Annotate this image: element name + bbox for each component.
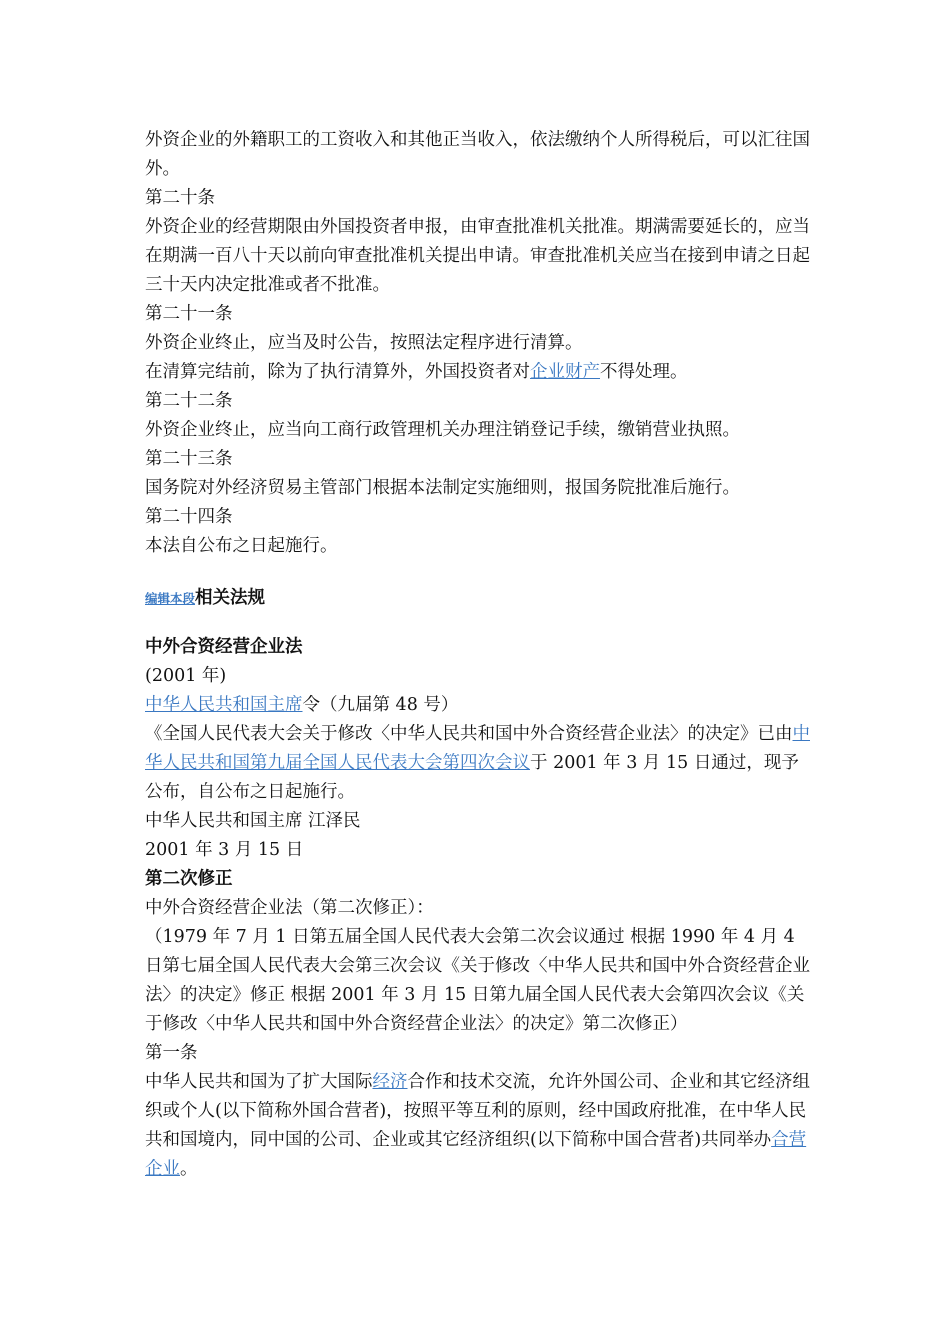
text-run: 令（九届第 48 号） <box>302 695 459 715</box>
related-laws-heading: 相关法规 <box>195 588 266 608</box>
article-24-title: 第二十四条 <box>145 507 233 527</box>
article-21-text-2 <box>145 358 815 387</box>
paragraph: 外资企业的外籍职工的工资收入和其他正当收入，依法缴纳个人所得税后，可以汇往国外。 <box>145 130 810 179</box>
article-24-text: 本法自公布之日起施行。 <box>145 536 338 556</box>
article-22-title: 第二十二条 <box>145 391 233 411</box>
article-20-text: 外资企业的经营期限由外国投资者申报，由审查批准机关批准。期满需要延长的，应当在期满一百八十天以前向审查批准机关提出申请。审查批准机关应当在接到申请之日起三十天内决定批准或者不批准。 <box>145 217 810 295</box>
joint-venture-link[interactable]: 合营企业 <box>145 1130 807 1179</box>
revision-history: （1979 年 7 月 1 日第五届全国人民代表大会第二次会议通过 根据 1990 年 4 月 4 日第七届全国人民代表大会第三次会议《关于修改〈中华人民共和国中外合资经营企业法〉的决定》修正 根据 2001 年 3 月 15 日第九届全国人民代表大会第四次会议《关于修改〈中华人民共和国中外合资经营企业法〉的决定》第二次修正） <box>145 927 810 1034</box>
second-revision-heading: 第二次修正 <box>145 869 233 889</box>
decision-paragraph <box>145 720 815 807</box>
edit-section-link[interactable]: 编辑本段 <box>145 591 196 606</box>
economy-link[interactable]: 经济 <box>372 1072 408 1092</box>
npc-session-link[interactable]: 中华人民共和国第九届全国人民代表大会第四次会议 <box>145 724 810 773</box>
article-21-text-1: 外资企业终止，应当及时公告，按照法定程序进行清算。 <box>145 333 583 353</box>
presidential-order <box>145 691 815 720</box>
article-21-title: 第二十一条 <box>145 304 233 324</box>
document-content <box>145 126 815 1184</box>
article-1-text <box>145 1068 815 1184</box>
text-run: 合作和技术交流，允许外国公司、企业和其它经济组织或个人(以下简称外国合营者)，按照平等互利的原则，经中国政府批准，在中华人民共和国境内，同中国的公司、企业或其它经济组织(以下简称中国合营者)共同举办 <box>145 1072 810 1150</box>
enterprise-property-link[interactable]: 企业财产 <box>530 362 600 382</box>
text-run: 中华人民共和国为了扩大国际 <box>145 1072 373 1092</box>
text-run: 不得处理。 <box>600 362 688 382</box>
signer: 中华人民共和国主席 江泽民 <box>145 811 361 831</box>
article-20-title: 第二十条 <box>145 188 215 208</box>
article-1-title: 第一条 <box>145 1043 198 1063</box>
article-23-title: 第二十三条 <box>145 449 233 469</box>
president-link[interactable]: 中华人民共和国主席 <box>145 695 303 715</box>
text-run: 于 2001 年 3 月 15 日通过，现予公布，自公布之日起施行。 <box>145 753 799 802</box>
related-laws-section-header <box>145 584 815 613</box>
article-23-text: 国务院对外经济贸易主管部门根据本法制定实施细则，报国务院批准后施行。 <box>145 478 740 498</box>
law-title: 中外合资经营企业法 <box>145 637 303 657</box>
article-22-text: 外资企业终止，应当向工商行政管理机关办理注销登记手续，缴销营业执照。 <box>145 420 740 440</box>
text-run: 《全国人民代表大会关于修改〈中华人民共和国中外合资经营企业法〉的决定》已由 <box>145 724 793 744</box>
text-run: 。 <box>180 1159 198 1179</box>
law-year: (2001 年) <box>145 666 227 686</box>
sign-date: 2001 年 3 月 15 日 <box>145 840 304 860</box>
text-run: 在清算完结前，除为了执行清算外，外国投资者对 <box>145 362 530 382</box>
second-revision-title: 中外合资经营企业法（第二次修正）： <box>145 898 434 918</box>
